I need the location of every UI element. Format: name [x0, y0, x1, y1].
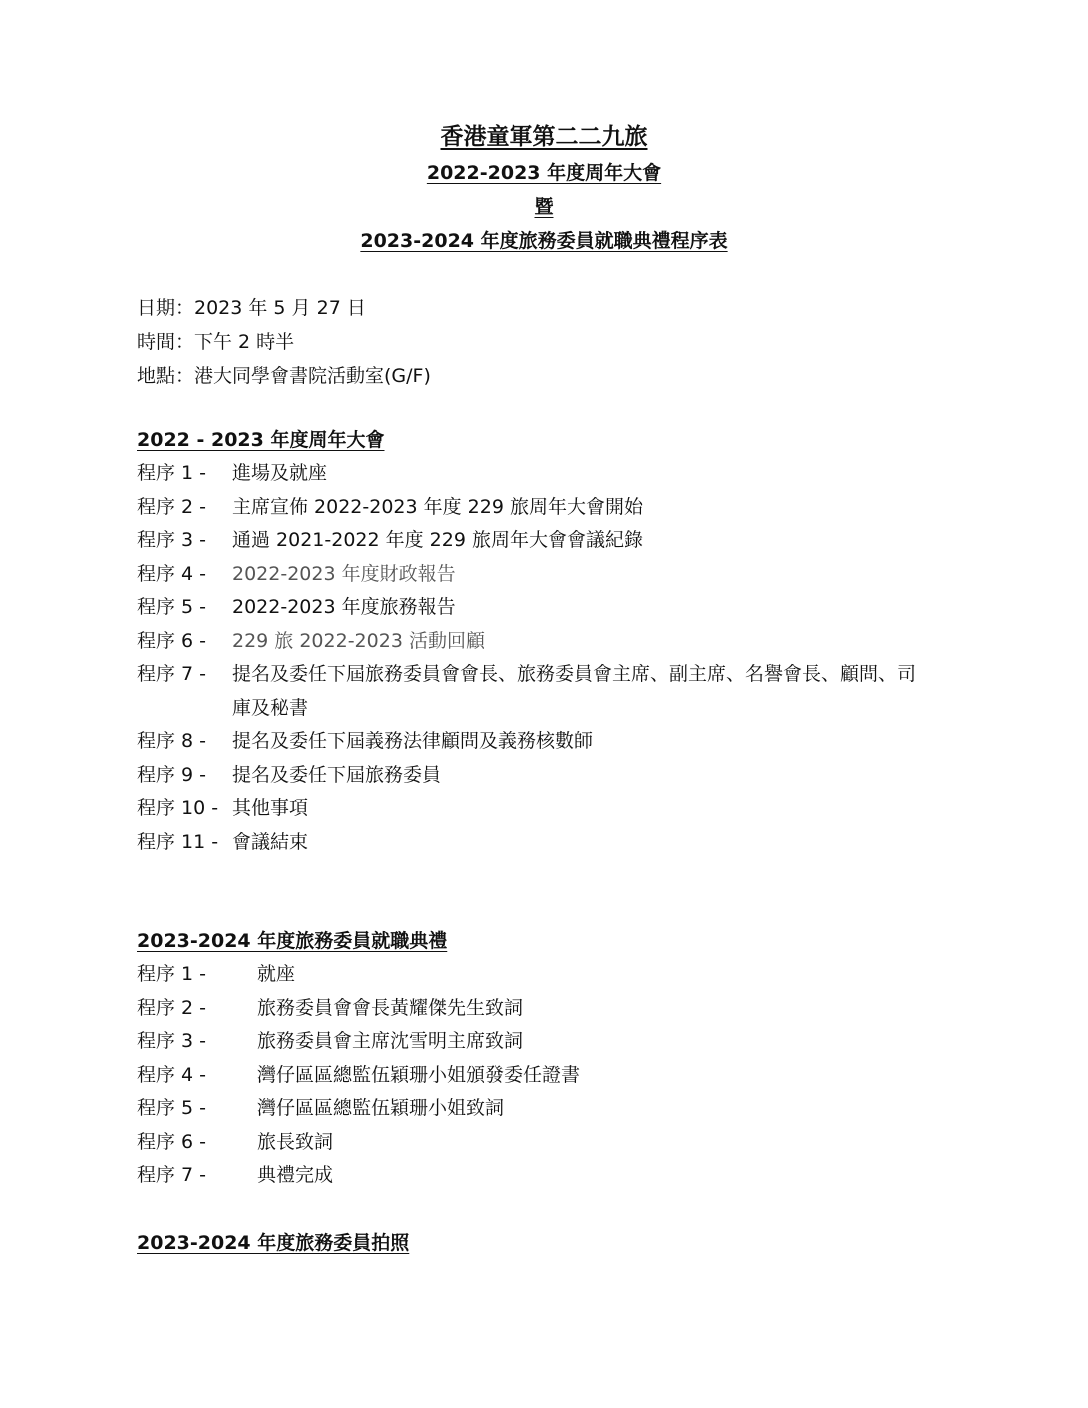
- agm-item-text: 提名及委任下屆旅務委員會會長、旅務委員會主席、副主席、名譽會長、顧問、司庫及秘書: [232, 663, 917, 719]
- agm-item: [137, 759, 957, 793]
- agm-item: [137, 524, 957, 558]
- ceremony-item-number: 程序 4 -: [137, 1063, 207, 1086]
- event-time: 時間：下午 2 時半: [137, 331, 295, 353]
- ceremony-item: [137, 1126, 957, 1160]
- agm-item-text: 提名及委任下屆義務法律顧問及義務核數師: [232, 730, 594, 752]
- agm-item: [137, 625, 957, 659]
- agm-item-number: 程序 5 -: [137, 596, 207, 618]
- ceremony-item-text: 旅長致詞: [257, 1130, 334, 1153]
- document-subtitle-ceremony: 2023-2024 年度旅務委員就職典禮程序表: [360, 230, 728, 252]
- document-header: [0, 118, 1088, 258]
- agm-item-text: 進場及就座: [232, 462, 328, 484]
- agm-item-number: 程序 11 -: [137, 830, 219, 853]
- agm-item-text: 229 旅 2022-2023 活動回顧: [232, 629, 485, 652]
- ceremony-item-text: 典禮完成: [257, 1164, 334, 1186]
- ceremony-item-text: 旅務委員會會長黃耀傑先生致詞: [257, 996, 524, 1019]
- ceremony-item-number: 程序 7 -: [137, 1164, 207, 1186]
- ceremony-item-text: 就座: [257, 963, 296, 985]
- agm-item-number: 程序 3 -: [137, 529, 207, 551]
- agm-item-number: 程序 9 -: [137, 763, 207, 786]
- agm-program-list: [137, 457, 957, 859]
- ceremony-item: [137, 958, 957, 992]
- agm-heading: 2022 - 2023 年度周年大會: [137, 429, 385, 451]
- document-subtitle-conjunction: 暨: [534, 196, 554, 218]
- document-subtitle-agm: 2022-2023 年度周年大會: [426, 162, 662, 184]
- agm-item-text: 其他事項: [232, 797, 309, 819]
- agm-item-number: 程序 8 -: [137, 730, 207, 752]
- ceremony-item: [137, 1092, 957, 1126]
- agm-item-text: 主席宣佈 2022-2023 年度 229 旅周年大會開始: [232, 495, 643, 518]
- document-title: 香港童軍第二二九旅: [440, 124, 648, 150]
- agm-item-text: 2022-2023 年度旅務報告: [232, 596, 456, 618]
- ceremony-item: [137, 1059, 957, 1093]
- agm-item-number: 程序 1 -: [137, 462, 207, 484]
- agm-item: [137, 826, 957, 860]
- event-info: [137, 291, 431, 393]
- agm-item-number: 程序 6 -: [137, 629, 207, 652]
- ceremony-item-number: 程序 3 -: [137, 1030, 207, 1052]
- ceremony-item: [137, 1025, 957, 1059]
- photo-heading: 2023-2024 年度旅務委員拍照: [137, 1232, 410, 1254]
- event-venue: 地點：港大同學會書院活動室(G/F): [137, 365, 431, 387]
- agm-item-text: 2022-2023 年度財政報告: [232, 562, 456, 585]
- ceremony-item-text: 灣仔區區總監伍穎珊小姐頒發委任證書: [257, 1063, 581, 1086]
- agm-item: [137, 792, 957, 826]
- ceremony-item-number: 程序 1 -: [137, 963, 207, 985]
- agm-item-number: 程序 10 -: [137, 797, 219, 819]
- ceremony-item-number: 程序 5 -: [137, 1097, 207, 1119]
- agm-item-text: 會議結束: [232, 830, 309, 853]
- agm-item: [137, 591, 957, 625]
- agm-item: [137, 457, 957, 491]
- agm-item-text: 提名及委任下屆旅務委員: [232, 763, 442, 786]
- agm-item: [137, 658, 957, 725]
- agm-item-number: 程序 4 -: [137, 562, 207, 585]
- ceremony-program-list: [137, 958, 957, 1193]
- agm-item-text: 通過 2021-2022 年度 229 旅周年大會會議紀錄: [232, 529, 643, 551]
- ceremony-item: [137, 1159, 957, 1193]
- ceremony-item-number: 程序 2 -: [137, 996, 207, 1019]
- agm-item: [137, 725, 957, 759]
- ceremony-item-text: 旅務委員會主席沈雪明主席致詞: [257, 1030, 524, 1052]
- event-date: 日期：2023 年 5 月 27 日: [137, 297, 366, 319]
- ceremony-heading: 2023-2024 年度旅務委員就職典禮: [137, 930, 448, 952]
- agm-item: [137, 558, 957, 592]
- ceremony-item: [137, 992, 957, 1026]
- agm-item-number: 程序 2 -: [137, 495, 207, 518]
- agm-item: [137, 491, 957, 525]
- ceremony-item-text: 灣仔區區總監伍穎珊小姐致詞: [257, 1097, 505, 1119]
- agm-item-number: 程序 7 -: [137, 663, 207, 685]
- ceremony-item-number: 程序 6 -: [137, 1130, 207, 1153]
